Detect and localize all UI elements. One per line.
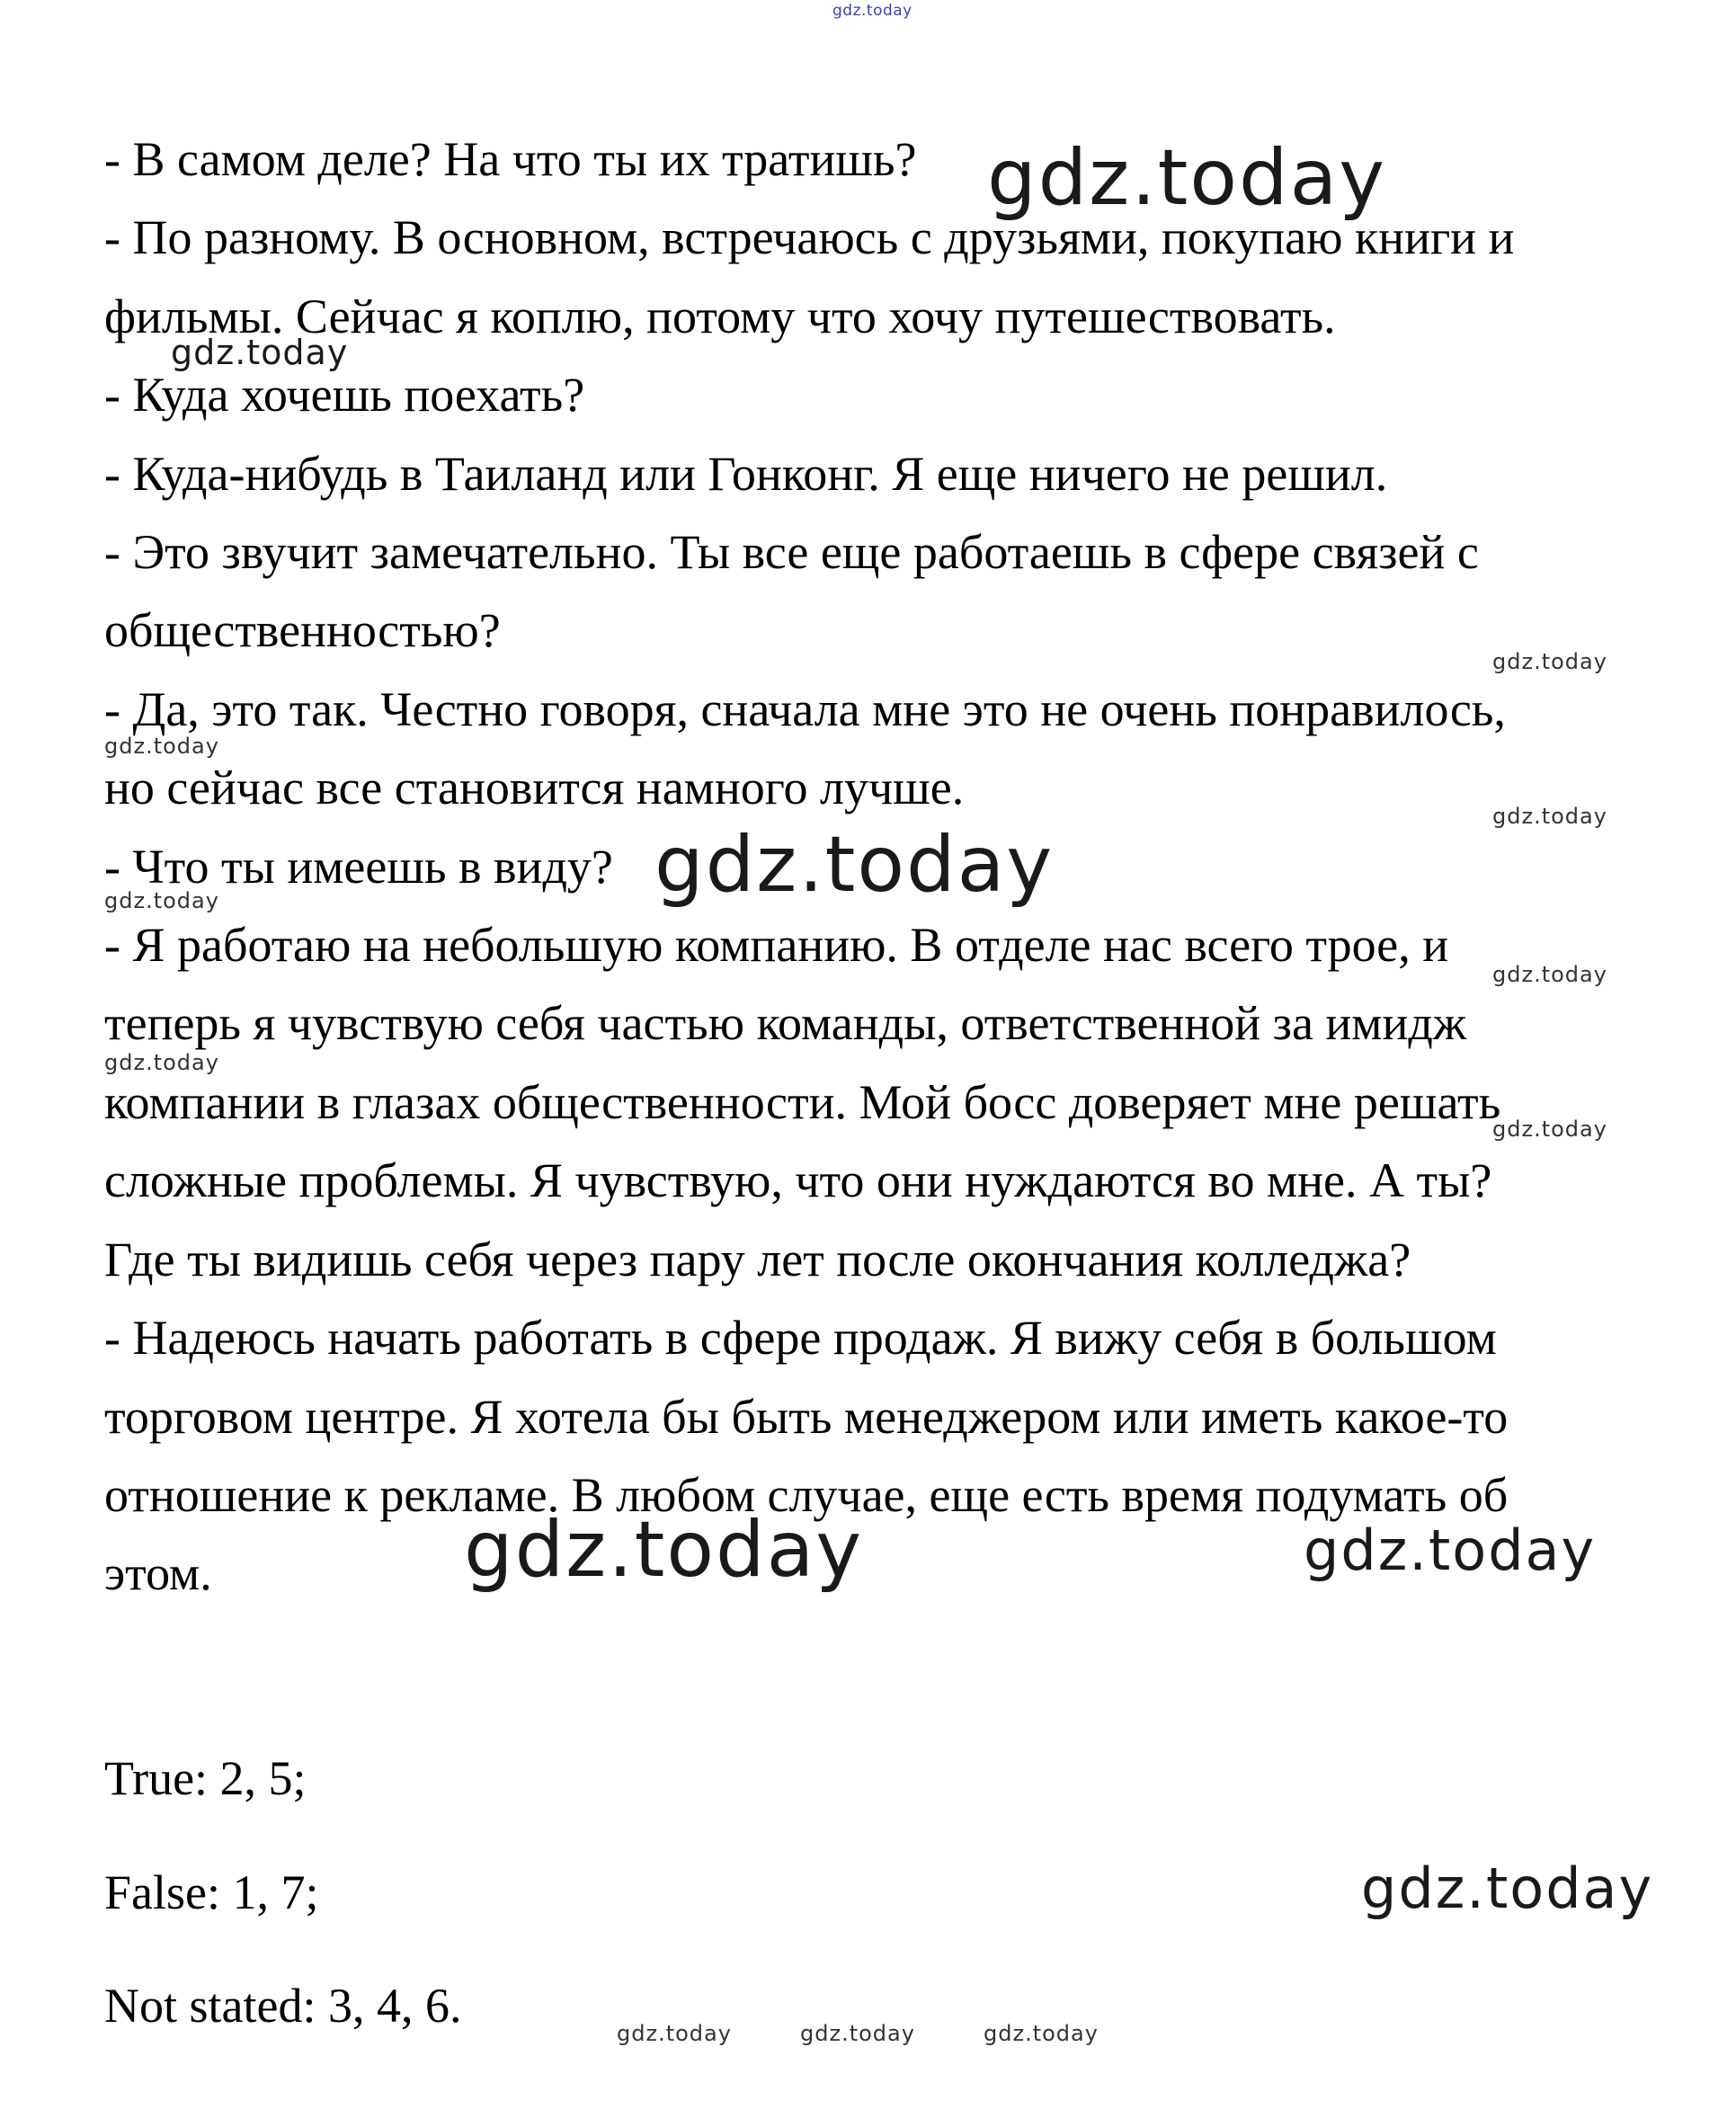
dialogue-line: - Куда хочешь поехать? <box>104 368 585 423</box>
watermark: gdz.today <box>104 734 219 759</box>
answer-not-stated: Not stated: 3, 4, 6. <box>104 1979 462 2033</box>
dialogue-line: - Куда-нибудь в Таиланд или Гонконг. Я еще ничего не решил. <box>104 446 1388 501</box>
answers-block <box>104 1751 462 2033</box>
dialogue-line: - По разному. В основном, встречаюсь с друзьями, покупаю книги и <box>104 210 1515 265</box>
watermark: gdz.today <box>464 1505 864 1595</box>
watermark: gdz.today <box>984 2021 1099 2046</box>
dialogue-line: компании в глазах общественности. Мой босс доверяет мне решать <box>104 1074 1501 1129</box>
watermark: gdz.today <box>1492 649 1607 674</box>
dialogue-line: - Это звучит замечательно. Ты все еще работаешь в сфере связей с <box>104 525 1479 580</box>
dialogue-line: - Надеюсь начать работать в сфере продаж. Я вижу себя в большом <box>104 1311 1497 1366</box>
dialogue-line: общественностью? <box>104 603 501 658</box>
dialogue-line: отношение к рекламе. В любом случае, еще есть время подумать об <box>104 1467 1509 1522</box>
dialogue-line: Где ты видишь себя через пару лет после окончания колледжа? <box>104 1232 1411 1286</box>
dialogue-line: теперь я чувствую себя частью команды, ответственной за имидж <box>104 996 1467 1051</box>
watermark: gdz.today <box>104 1050 219 1075</box>
answer-true: True: 2, 5; <box>104 1751 307 1805</box>
top-watermark: gdz.today <box>832 2 913 20</box>
watermark: gdz.today <box>1304 1517 1597 1583</box>
watermark: gdz.today <box>1361 1856 1654 1921</box>
dialogue-line: фильмы. Сейчас я коплю, потому что хочу путешествовать. <box>104 289 1336 343</box>
watermark: gdz.today <box>104 888 219 913</box>
watermark: gdz.today <box>987 133 1387 223</box>
dialogue-line: этом. <box>104 1546 212 1601</box>
dialogue-line: - В самом деле? На что ты их тратишь? <box>104 132 917 186</box>
dialogue-line: - Я работаю на небольшую компанию. В отделе нас всего трое, и <box>104 918 1449 973</box>
watermark: gdz.today <box>800 2021 915 2046</box>
answer-false: False: 1, 7; <box>104 1865 319 1919</box>
watermark: gdz.today <box>1492 1117 1607 1142</box>
dialogue-line: - Что ты имеешь в виду? <box>104 839 613 894</box>
dialogue-line: - Да, это так. Честно говоря, сначала мне это не очень понравилось, <box>104 681 1506 736</box>
watermark: gdz.today <box>617 2021 732 2046</box>
dialogue-line: но сейчас все становится намного лучше. <box>104 761 965 815</box>
watermark: gdz.today <box>1492 962 1607 987</box>
dialogue-line: торговом центре. Я хотела бы быть менеджером или иметь какое-то <box>104 1389 1509 1444</box>
dialogue-line: сложные проблемы. Я чувствую, что они нуждаются во мне. А ты? <box>104 1153 1492 1208</box>
watermark: gdz.today <box>171 333 349 372</box>
watermark: gdz.today <box>654 820 1055 910</box>
watermark: gdz.today <box>1492 804 1607 829</box>
